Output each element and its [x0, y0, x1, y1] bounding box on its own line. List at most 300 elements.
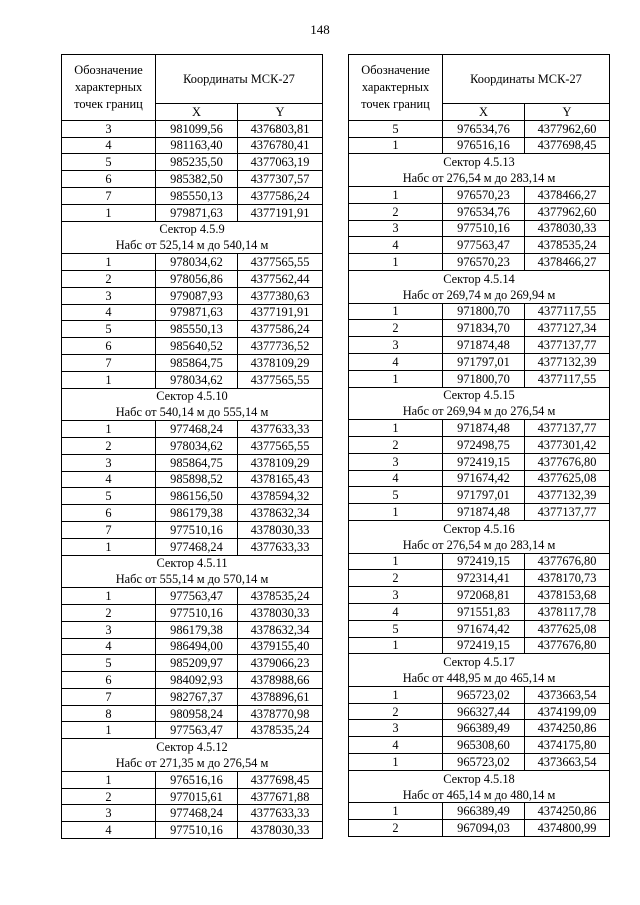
table-row — [62, 538, 323, 555]
point-number: 5 — [62, 655, 156, 672]
point-number: 3 — [349, 587, 443, 604]
table-row — [349, 320, 610, 337]
x-coordinate: 976534,76 — [443, 203, 525, 220]
point-number: 4 — [62, 304, 156, 321]
table-row — [62, 688, 323, 705]
y-coordinate: 4377137,77 — [525, 504, 610, 521]
y-coordinate: 4377633,33 — [238, 805, 323, 822]
y-coordinate: 4378153,68 — [525, 587, 610, 604]
table-row — [349, 254, 610, 271]
table-row — [349, 470, 610, 487]
x-coordinate: 965723,02 — [443, 754, 525, 771]
x-coordinate: 971797,01 — [443, 487, 525, 504]
y-coordinate: 4378030,33 — [238, 822, 323, 839]
x-coordinate: 966327,44 — [443, 703, 525, 720]
x-coordinate: 971874,48 — [443, 420, 525, 437]
x-coordinate: 977510,16 — [156, 521, 238, 538]
sector-title: Сектор 4.5.18 — [349, 770, 610, 786]
table-row — [62, 638, 323, 655]
point-number: 1 — [349, 686, 443, 703]
point-number: 1 — [62, 371, 156, 388]
y-coordinate: 4374250,86 — [525, 803, 610, 820]
x-coordinate: 980958,24 — [156, 705, 238, 722]
table-row — [62, 137, 323, 154]
x-coordinate: 966389,49 — [443, 803, 525, 820]
table-row — [349, 303, 610, 320]
point-number: 3 — [62, 287, 156, 304]
table-row — [349, 504, 610, 521]
y-coordinate: 4377565,55 — [238, 254, 323, 271]
point-number: 4 — [62, 471, 156, 488]
point-number: 6 — [62, 505, 156, 522]
y-coordinate: 4377137,77 — [525, 337, 610, 354]
y-coordinate: 4377301,42 — [525, 436, 610, 453]
point-number: 5 — [349, 487, 443, 504]
table-row — [349, 353, 610, 370]
y-coordinate: 4377676,80 — [525, 453, 610, 470]
table-row — [62, 521, 323, 538]
y-coordinate: 4378535,24 — [238, 722, 323, 739]
sector-range: Набс от 465,14 м до 480,14 м — [349, 787, 610, 803]
sector-title: Сектор 4.5.17 — [349, 654, 610, 670]
x-coordinate: 971874,48 — [443, 337, 525, 354]
sector-range: Набс от 555,14 м до 570,14 м — [62, 571, 323, 587]
table-row — [62, 705, 323, 722]
y-coordinate: 4378535,24 — [238, 588, 323, 605]
table-row — [349, 820, 610, 837]
y-coordinate: 4378109,29 — [238, 354, 323, 371]
x-coordinate: 977563,47 — [443, 237, 525, 254]
table-row — [349, 203, 610, 220]
point-number: 1 — [349, 504, 443, 521]
y-coordinate: 4377117,55 — [525, 370, 610, 387]
point-number: 6 — [62, 171, 156, 188]
point-number: 4 — [62, 137, 156, 154]
table-row — [62, 254, 323, 271]
x-coordinate: 971797,01 — [443, 353, 525, 370]
table-row — [62, 321, 323, 338]
table-row — [349, 436, 610, 453]
x-coordinate: 966389,49 — [443, 720, 525, 737]
x-coordinate: 978056,86 — [156, 270, 238, 287]
x-coordinate: 972419,15 — [443, 453, 525, 470]
point-number: 2 — [62, 788, 156, 805]
y-coordinate: 4378988,66 — [238, 672, 323, 689]
coordinates-table-right — [348, 54, 610, 837]
y-coordinate: 4377132,39 — [525, 487, 610, 504]
x-coordinate: 976516,16 — [156, 771, 238, 788]
x-coordinate: 985235,50 — [156, 154, 238, 171]
y-header: Y — [525, 104, 610, 121]
y-coordinate: 4378117,78 — [525, 603, 610, 620]
table-row — [349, 637, 610, 654]
y-coordinate: 4377962,60 — [525, 120, 610, 137]
x-coordinate: 985382,50 — [156, 171, 238, 188]
y-coordinate: 4377671,88 — [238, 788, 323, 805]
table-row — [349, 453, 610, 470]
y-coordinate: 4374199,09 — [525, 703, 610, 720]
y-coordinate: 4377063,19 — [238, 154, 323, 171]
x-coordinate: 971551,83 — [443, 603, 525, 620]
y-coordinate: 4377380,63 — [238, 287, 323, 304]
y-coordinate: 4378165,43 — [238, 471, 323, 488]
x-coordinate: 971674,42 — [443, 470, 525, 487]
x-coordinate: 981099,56 — [156, 120, 238, 137]
sector-title: Сектор 4.5.11 — [62, 555, 323, 571]
x-coordinate: 972419,15 — [443, 553, 525, 570]
sector-row — [349, 270, 610, 286]
y-coordinate: 4377132,39 — [525, 353, 610, 370]
sector-title: Сектор 4.5.9 — [62, 221, 323, 237]
x-coordinate: 982767,37 — [156, 688, 238, 705]
x-coordinate: 985640,52 — [156, 338, 238, 355]
y-coordinate: 4378632,34 — [238, 505, 323, 522]
x-coordinate: 972419,15 — [443, 637, 525, 654]
y-coordinate: 4374800,99 — [525, 820, 610, 837]
sector-range: Набс от 269,74 м до 269,94 м — [349, 287, 610, 303]
y-coordinate: 4377137,77 — [525, 420, 610, 437]
point-number: 2 — [349, 320, 443, 337]
table-row — [62, 371, 323, 388]
x-coordinate: 985864,75 — [156, 354, 238, 371]
sector-range-row — [349, 670, 610, 686]
point-number: 1 — [62, 204, 156, 221]
table-row — [349, 603, 610, 620]
table-row — [62, 805, 323, 822]
table-row — [62, 204, 323, 221]
point-number: 4 — [349, 603, 443, 620]
table-row — [349, 553, 610, 570]
x-coordinate: 977510,16 — [156, 604, 238, 621]
table-row — [62, 722, 323, 739]
table-row — [349, 220, 610, 237]
x-coordinate: 978034,62 — [156, 371, 238, 388]
table-row — [62, 187, 323, 204]
table-row — [62, 822, 323, 839]
point-number: 5 — [62, 321, 156, 338]
point-number: 2 — [349, 570, 443, 587]
sector-row — [349, 520, 610, 536]
point-number: 1 — [349, 370, 443, 387]
y-coordinate: 4377736,52 — [238, 338, 323, 355]
y-coordinate: 4378632,34 — [238, 621, 323, 638]
point-number: 5 — [62, 488, 156, 505]
y-coordinate: 4378466,27 — [525, 186, 610, 203]
y-coordinate: 4376780,41 — [238, 137, 323, 154]
y-coordinate: 4377698,45 — [238, 771, 323, 788]
sector-row — [62, 739, 323, 755]
sector-row — [62, 221, 323, 237]
point-number: 1 — [349, 186, 443, 203]
x-coordinate: 977563,47 — [156, 722, 238, 739]
point-number: 1 — [62, 588, 156, 605]
table-row — [349, 370, 610, 387]
point-number: 2 — [62, 437, 156, 454]
y-coordinate: 4377633,33 — [238, 421, 323, 438]
y-coordinate: 4377633,33 — [238, 538, 323, 555]
table-row — [349, 420, 610, 437]
x-coordinate: 979087,93 — [156, 287, 238, 304]
y-coordinate: 4379155,40 — [238, 638, 323, 655]
y-header: Y — [238, 104, 323, 121]
point-number: 2 — [349, 703, 443, 720]
sector-range: Набс от 525,14 м до 540,14 м — [62, 237, 323, 253]
point-number: 2 — [349, 203, 443, 220]
x-coordinate: 978034,62 — [156, 254, 238, 271]
y-coordinate: 4373663,54 — [525, 686, 610, 703]
y-coordinate: 4377625,08 — [525, 470, 610, 487]
x-coordinate: 971834,70 — [443, 320, 525, 337]
table-row — [349, 737, 610, 754]
x-coordinate: 977015,61 — [156, 788, 238, 805]
point-number: 4 — [349, 737, 443, 754]
y-coordinate: 4377962,60 — [525, 203, 610, 220]
x-coordinate: 976534,76 — [443, 120, 525, 137]
y-coordinate: 4373663,54 — [525, 754, 610, 771]
y-coordinate: 4377586,24 — [238, 187, 323, 204]
y-coordinate: 4378896,61 — [238, 688, 323, 705]
sector-row — [349, 654, 610, 670]
y-coordinate: 4377117,55 — [525, 303, 610, 320]
x-coordinate: 986179,38 — [156, 621, 238, 638]
sector-range: Набс от 276,54 м до 283,14 м — [349, 170, 610, 186]
x-coordinate: 976570,23 — [443, 254, 525, 271]
point-number: 5 — [349, 120, 443, 137]
point-number: 3 — [62, 805, 156, 822]
x-coordinate: 986494,00 — [156, 638, 238, 655]
point-number: 1 — [62, 771, 156, 788]
sector-title: Сектор 4.5.16 — [349, 520, 610, 536]
table-row — [62, 287, 323, 304]
table-row — [349, 570, 610, 587]
sector-title: Сектор 4.5.13 — [349, 154, 610, 170]
sector-range-row — [62, 755, 323, 771]
point-number: 7 — [62, 187, 156, 204]
table-row — [349, 587, 610, 604]
sector-title: Сектор 4.5.15 — [349, 387, 610, 403]
y-coordinate: 4378030,33 — [238, 604, 323, 621]
sector-row — [349, 387, 610, 403]
x-coordinate: 976570,23 — [443, 186, 525, 203]
table-row — [349, 337, 610, 354]
x-coordinate: 981163,40 — [156, 137, 238, 154]
x-coordinate: 972314,41 — [443, 570, 525, 587]
point-number: 7 — [62, 521, 156, 538]
y-coordinate: 4378170,73 — [525, 570, 610, 587]
sector-range-row — [349, 787, 610, 803]
coord-system-header: Координаты МСК-27 — [156, 55, 323, 104]
point-number: 1 — [349, 420, 443, 437]
x-coordinate: 985864,75 — [156, 454, 238, 471]
y-coordinate: 4378535,24 — [525, 237, 610, 254]
x-header: X — [443, 104, 525, 121]
point-number: 3 — [349, 720, 443, 737]
point-number: 4 — [349, 353, 443, 370]
table-row — [62, 437, 323, 454]
point-number: 4 — [349, 470, 443, 487]
table-row — [349, 186, 610, 203]
y-coordinate: 4377191,91 — [238, 204, 323, 221]
y-coordinate: 4377191,91 — [238, 304, 323, 321]
y-coordinate: 4377625,08 — [525, 620, 610, 637]
sector-range-row — [349, 537, 610, 553]
x-coordinate: 977468,24 — [156, 421, 238, 438]
table-row — [349, 720, 610, 737]
point-number: 1 — [349, 553, 443, 570]
y-coordinate: 4377676,80 — [525, 637, 610, 654]
y-coordinate: 4378466,27 — [525, 254, 610, 271]
sector-range: Набс от 448,95 м до 465,14 м — [349, 670, 610, 686]
table-row — [349, 487, 610, 504]
table-row — [62, 771, 323, 788]
sector-title: Сектор 4.5.12 — [62, 739, 323, 755]
table-row — [62, 304, 323, 321]
table-row — [349, 137, 610, 154]
point-number: 7 — [62, 354, 156, 371]
table-row — [62, 672, 323, 689]
x-coordinate: 985550,13 — [156, 321, 238, 338]
point-number: 1 — [349, 637, 443, 654]
point-label-header: Обозначение характерных точек границ — [349, 55, 443, 121]
y-coordinate: 4377307,57 — [238, 171, 323, 188]
table-row — [62, 270, 323, 287]
y-coordinate: 4377586,24 — [238, 321, 323, 338]
table-row — [62, 154, 323, 171]
y-coordinate: 4378030,33 — [238, 521, 323, 538]
point-label-header: Обозначение характерных точек границ — [62, 55, 156, 121]
table-row — [349, 686, 610, 703]
table-row — [349, 803, 610, 820]
x-coordinate: 971800,70 — [443, 303, 525, 320]
point-number: 1 — [349, 137, 443, 154]
point-number: 3 — [62, 454, 156, 471]
y-coordinate: 4377565,55 — [238, 437, 323, 454]
sector-range-row — [349, 403, 610, 419]
point-number: 1 — [349, 303, 443, 320]
x-coordinate: 986156,50 — [156, 488, 238, 505]
x-coordinate: 967094,03 — [443, 820, 525, 837]
y-coordinate: 4374250,86 — [525, 720, 610, 737]
y-coordinate: 4377565,55 — [238, 371, 323, 388]
point-number: 2 — [349, 436, 443, 453]
point-number: 2 — [62, 604, 156, 621]
x-header: X — [156, 104, 238, 121]
point-number: 4 — [62, 822, 156, 839]
table-row — [349, 703, 610, 720]
x-coordinate: 984092,93 — [156, 672, 238, 689]
point-number: 6 — [62, 338, 156, 355]
y-coordinate: 4378030,33 — [525, 220, 610, 237]
x-coordinate: 977468,24 — [156, 805, 238, 822]
table-row — [62, 354, 323, 371]
point-number: 6 — [62, 672, 156, 689]
x-coordinate: 977468,24 — [156, 538, 238, 555]
sector-row — [62, 388, 323, 404]
sector-range: Набс от 540,14 м до 555,14 м — [62, 404, 323, 420]
table-row — [62, 621, 323, 638]
point-number: 3 — [62, 120, 156, 137]
point-number: 8 — [62, 705, 156, 722]
table-row — [349, 237, 610, 254]
x-coordinate: 977510,16 — [443, 220, 525, 237]
point-number: 1 — [349, 254, 443, 271]
x-coordinate: 985550,13 — [156, 187, 238, 204]
point-number: 4 — [62, 638, 156, 655]
x-coordinate: 971874,48 — [443, 504, 525, 521]
x-coordinate: 977563,47 — [156, 588, 238, 605]
x-coordinate: 972068,81 — [443, 587, 525, 604]
point-number: 1 — [62, 421, 156, 438]
y-coordinate: 4378770,98 — [238, 705, 323, 722]
x-coordinate: 971674,42 — [443, 620, 525, 637]
x-coordinate: 985898,52 — [156, 471, 238, 488]
sector-range: Набс от 269,94 м до 276,54 м — [349, 403, 610, 419]
point-number: 1 — [62, 538, 156, 555]
table-row — [62, 471, 323, 488]
y-coordinate: 4374175,80 — [525, 737, 610, 754]
point-number: 1 — [62, 254, 156, 271]
y-coordinate: 4377676,80 — [525, 553, 610, 570]
point-number: 2 — [62, 270, 156, 287]
y-coordinate: 4379066,23 — [238, 655, 323, 672]
y-coordinate: 4378594,32 — [238, 488, 323, 505]
table-row — [62, 604, 323, 621]
coordinates-table-left — [61, 54, 323, 839]
point-number: 4 — [349, 237, 443, 254]
sector-range-row — [62, 237, 323, 253]
table-row — [62, 655, 323, 672]
y-coordinate: 4376803,81 — [238, 120, 323, 137]
table-row — [62, 588, 323, 605]
x-coordinate: 965723,02 — [443, 686, 525, 703]
table-row — [62, 421, 323, 438]
point-number: 7 — [62, 688, 156, 705]
point-number: 1 — [349, 803, 443, 820]
sector-row — [62, 555, 323, 571]
sector-range-row — [62, 404, 323, 420]
point-number: 3 — [349, 220, 443, 237]
point-number: 5 — [62, 154, 156, 171]
coord-system-header: Координаты МСК-27 — [443, 55, 610, 104]
sector-row — [349, 770, 610, 786]
point-number: 1 — [349, 754, 443, 771]
x-coordinate: 971800,70 — [443, 370, 525, 387]
y-coordinate: 4377127,34 — [525, 320, 610, 337]
x-coordinate: 979871,63 — [156, 304, 238, 321]
sector-title: Сектор 4.5.14 — [349, 270, 610, 286]
x-coordinate: 979871,63 — [156, 204, 238, 221]
point-number: 5 — [349, 620, 443, 637]
table-row — [62, 454, 323, 471]
point-number: 3 — [349, 453, 443, 470]
sector-range: Набс от 276,54 м до 283,14 м — [349, 537, 610, 553]
table-row — [349, 120, 610, 137]
y-coordinate: 4378109,29 — [238, 454, 323, 471]
sector-range-row — [349, 287, 610, 303]
table-row — [62, 120, 323, 137]
x-coordinate: 965308,60 — [443, 737, 525, 754]
x-coordinate: 978034,62 — [156, 437, 238, 454]
x-coordinate: 976516,16 — [443, 137, 525, 154]
table-row — [349, 620, 610, 637]
table-row — [62, 505, 323, 522]
table-row — [62, 788, 323, 805]
sector-row — [349, 154, 610, 170]
sector-title: Сектор 4.5.10 — [62, 388, 323, 404]
sector-range: Набс от 271,35 м до 276,54 м — [62, 755, 323, 771]
point-number: 2 — [349, 820, 443, 837]
point-number: 1 — [62, 722, 156, 739]
